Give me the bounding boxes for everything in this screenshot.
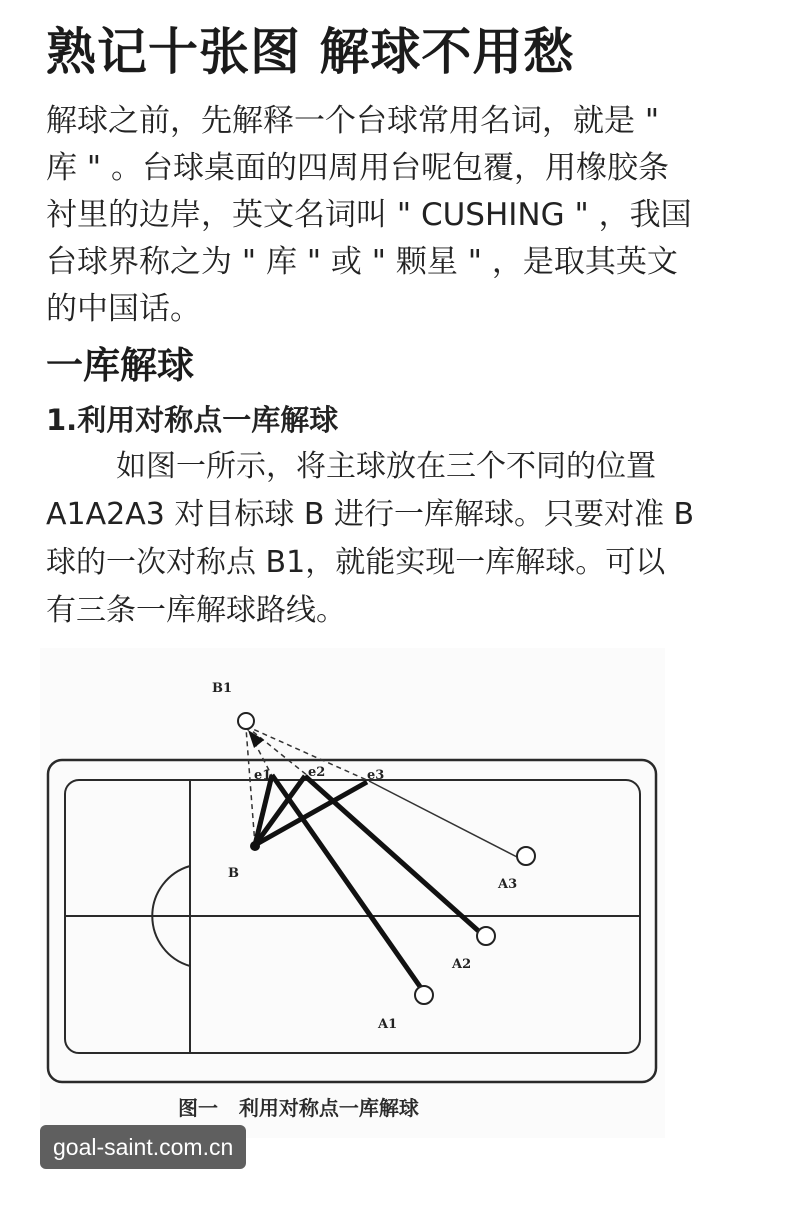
body-line: 球的一次对称点 B1，就能实现一库解球。可以 xyxy=(46,545,666,580)
arrowhead xyxy=(248,730,264,748)
intro-line: 库 " 。台球桌面的四周用台呢包覆，用橡胶条 xyxy=(46,150,669,186)
billiard-diagram xyxy=(40,648,665,1138)
page-title: 熟记十张图 解球不用愁 xyxy=(46,23,575,81)
figure-caption: 图一 利用对称点一库解球 xyxy=(178,1096,419,1120)
ball-a3 xyxy=(517,847,535,865)
body-line: A1A2A3 对目标球 B 进行一库解球。只要对准 B xyxy=(46,497,695,532)
label-a2: A2 xyxy=(452,957,472,972)
label-a1: A1 xyxy=(378,1017,398,1032)
sub-heading: 1.利用对称点一库解球 xyxy=(46,403,339,437)
table-outer-frame xyxy=(48,760,656,1082)
intro-paragraph xyxy=(46,98,756,333)
section-heading: 一库解球 xyxy=(46,344,194,387)
body-paragraph xyxy=(46,443,766,635)
intro-line: 解球之前，先解释一个台球常用名词，就是 " xyxy=(46,103,660,139)
billiard-diagram-svg xyxy=(40,648,665,1138)
intro-line: 衬里的边岸，英文名词叫 " CUSHING " ，我国 xyxy=(46,197,692,233)
label-a3: A3 xyxy=(498,877,518,892)
ball-b xyxy=(250,841,260,851)
ball-b1 xyxy=(238,713,254,729)
watermark: goal-saint.com.cn xyxy=(40,1125,246,1169)
label-e3: e3 xyxy=(367,768,385,783)
label-b1: B1 xyxy=(212,681,233,696)
path-a2-e2 xyxy=(305,776,483,935)
label-b: B xyxy=(228,866,239,881)
path-a1-e1 xyxy=(272,775,421,988)
label-e2: e2 xyxy=(308,765,326,780)
body-line: 有三条一库解球路线。 xyxy=(46,593,346,628)
path-a3-e3 xyxy=(369,781,519,858)
ball-a1 xyxy=(415,986,433,1004)
ball-a2 xyxy=(477,927,495,945)
body-line: 如图一所示，将主球放在三个不同的位置 xyxy=(116,449,656,484)
intro-line: 的中国话。 xyxy=(46,291,201,327)
intro-line: 台球界称之为 " 库 " 或 " 颗星 " ，是取其英文 xyxy=(46,244,678,280)
label-e1: e1 xyxy=(254,768,272,783)
